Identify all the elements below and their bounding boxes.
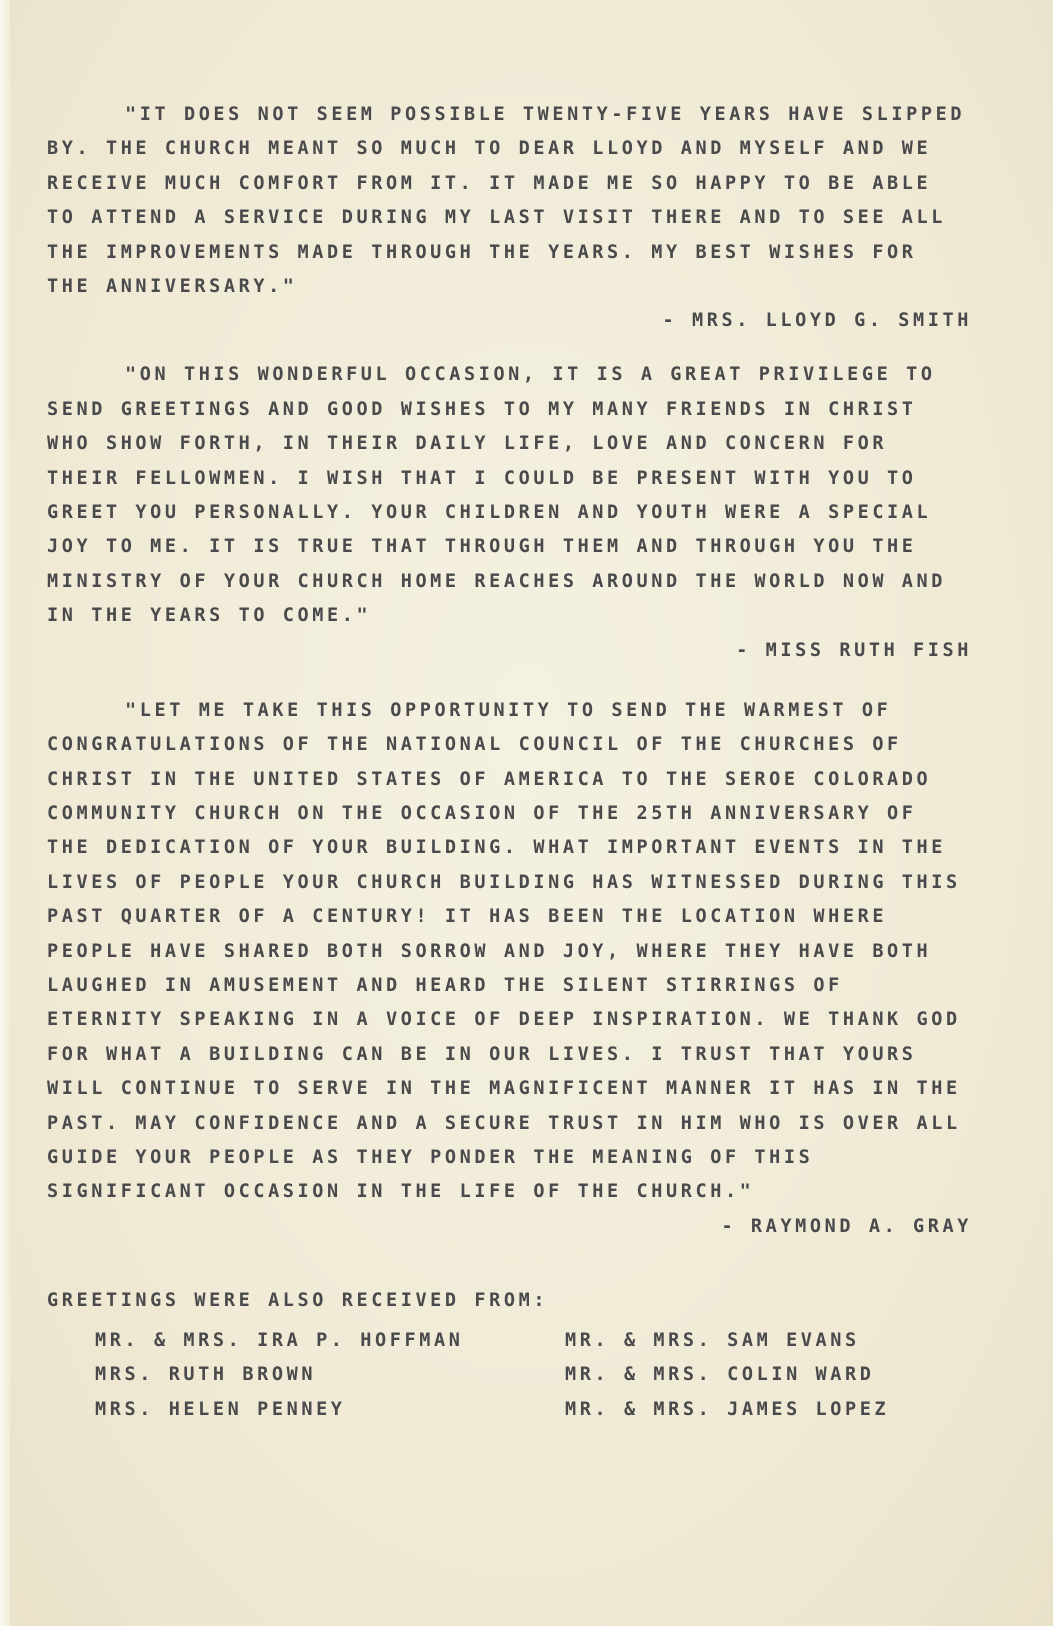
sender-name: MRS. RUTH BROWN xyxy=(95,1364,317,1386)
greeting-text-gray: "LET ME TAKE THIS OPPORTUNITY TO SEND THE WARMEST OF CONGRATULATIONS OF THE NATIONAL COUNCIL OF THE CHURCHES OF CHRIST IN THE UNITED STATES OF AMERICA TO THE SEROE COLORADO COMMUNITY CHURCH ON THE OCCASION OF THE 25TH ANNIVERSARY OF THE DEDICATION OF YOUR BUILDING. WHAT IMPORTANT EVENTS IN THE LIVES OF PEOPLE YOUR CHURCH BUILDING HAS WITNESSED DURING THIS PAST QUARTER OF A CENTURY! IT HAS BEEN THE LOCATION WHERE PEOPLE HAVE SHARED BOTH SORROW AND JOY, WHERE THEY HAVE BOTH LAUGHED IN AMUSEMENT AND HEARD THE SILENT STIRRINGS OF ETERNITY SPEAKING IN A VOICE OF DEEP INSPIRATION. WE THANK GOD FOR WHAT A BUILDING CAN BE IN OUR LIVES. I TRUST THAT YOURS WILL CONTINUE TO SERVE IN THE MAGNIFICENT MANNER IT HAS IN THE PAST. MAY CONFIDENCE AND A SECURE TRUST IN HIM WHO IS OVER ALL GUIDE YOUR PEOPLE AS THEY PONDER THE MEANING OF THIS SIGNIFICANT OCCASION IN THE LIFE OF THE CHURCH." xyxy=(47,699,961,1203)
paragraph-spacer xyxy=(47,338,972,358)
paragraph-spacer xyxy=(47,668,972,694)
greeting-text-smith: "IT DOES NOT SEEM POSSIBLE TWENTY-FIVE YEARS HAVE SLIPPED BY. THE CHURCH MEANT SO MUCH TO DEAR LLOYD AND MYSELF AND WE RECEIVE MUCH COMFORT FROM IT. IT MADE ME SO HAPPY TO BE ABLE TO ATTEND A SERVICE DURING MY LAST VISIT THERE AND TO SEE ALL THE IMPROVEMENTS MADE THROUGH THE YEARS. MY BEST WISHES FOR THE ANNIVERSARY." xyxy=(47,104,966,298)
greeting-text-fish: "ON THIS WONDERFUL OCCASION, IT IS A GREAT PRIVILEGE TO SEND GREETINGS AND GOOD WISHES TO MY MANY FRIENDS IN CHRIST WHO SHOW FORTH, IN THEIR DAILY LIFE, LOVE AND CONCERN FOR THEIR FELLOWMEN. I WISH THAT I COULD BE PRESENT WITH YOU TO GREET YOU PERSONALLY. YOUR CHILDREN AND YOUTH WERE A SPECIAL JOY TO ME. IT IS TRUE THAT THROUGH THEM AND THROUGH YOU THE MINISTRY OF YOUR CHURCH HOME REACHES AROUND THE WORLD NOW AND IN THE YEARS TO COME." xyxy=(47,364,947,627)
also-received-names xyxy=(47,1324,972,1428)
sender-name: MR. & MRS. SAM EVANS xyxy=(565,1329,860,1351)
sender-name: MR. & MRS. COLIN WARD xyxy=(565,1364,875,1386)
sender-name: MRS. HELEN PENNEY xyxy=(95,1398,346,1420)
page-edge-shadow xyxy=(0,0,10,1626)
sender-name: MR. & MRS. IRA P. HOFFMAN xyxy=(95,1329,464,1351)
paragraph-spacer xyxy=(47,1244,972,1284)
greeting-attribution-fish: - MISS RUTH FISH xyxy=(736,639,972,661)
greeting-attribution-gray: - RAYMOND A. GRAY xyxy=(721,1215,972,1237)
greeting-attribution-smith: - MRS. LLOYD G. SMITH xyxy=(662,310,972,332)
sender-name: MR. & MRS. JAMES LOPEZ xyxy=(565,1398,890,1420)
document-body xyxy=(47,98,972,1427)
also-received-heading: GREETINGS WERE ALSO RECEIVED FROM: xyxy=(47,1289,549,1311)
